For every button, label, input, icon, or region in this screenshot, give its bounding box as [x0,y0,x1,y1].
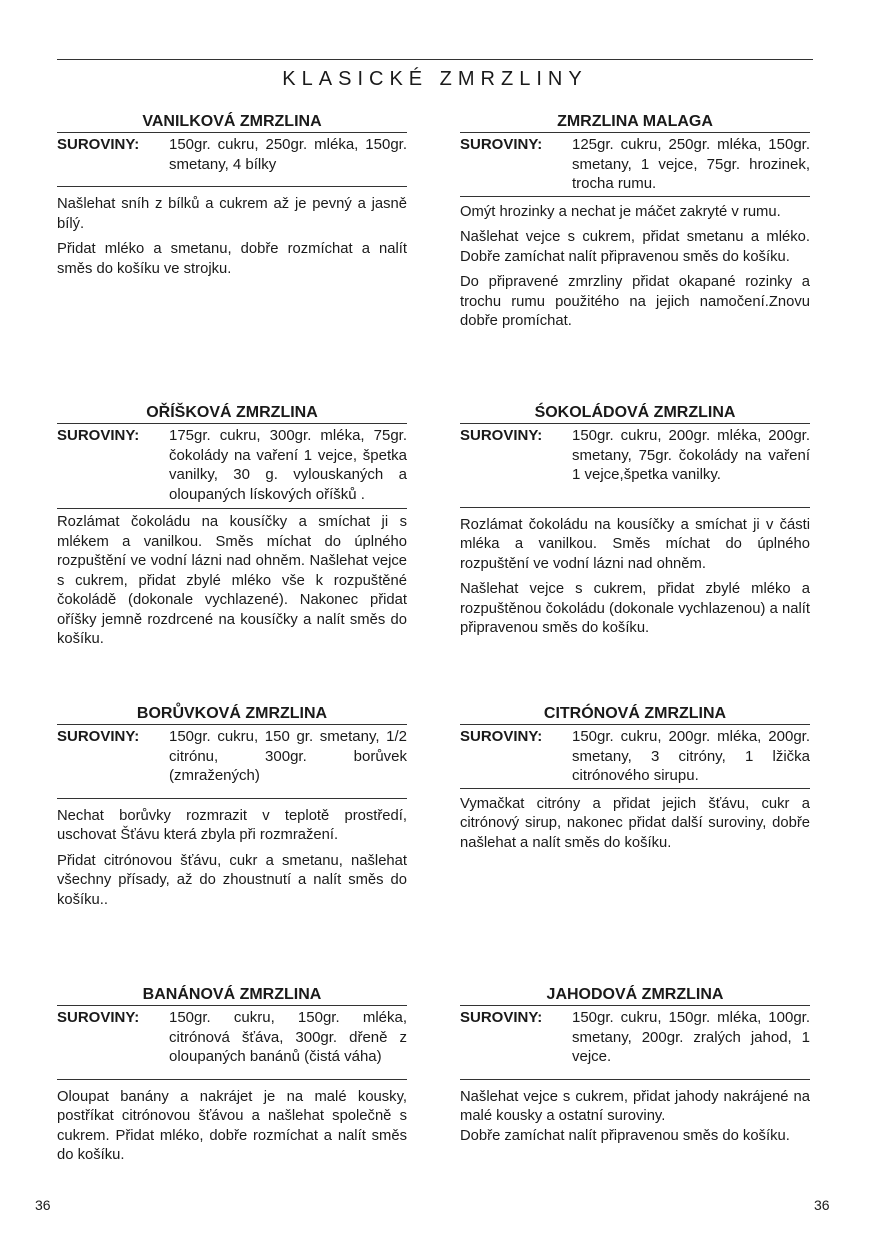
page-number-left: 36 [35,1197,51,1213]
recipe-title: OŘÍŠKOVÁ ZMRZLINA [146,404,318,421]
page-title: KLASICKÉ ZMRZLINY [282,68,588,90]
ingredients [460,727,810,786]
ingredients-text: 150gr. cukru, 200gr. mléka, 200gr. smetany, 75gr. čokolády na vaření 1 vejce,špetka vanilky. [572,427,810,483]
recipe-title: ŚOKOLÁDOVÁ ZMRZLINA [534,404,736,421]
ingredients-rule [57,1079,407,1080]
recipe-citronova [460,704,810,859]
recipe-steps [57,1088,407,1166]
recipe-steps [57,513,407,650]
step: Našlehat vejce s cukrem, přidat zbylé mléko a rozpuštěnou čokoládu (dokonale vychlazenou) a nalít připravenou směs do košíku. [460,581,810,636]
step: Rozlámat čokoládu na kousíčky a smíchat ji v části mléka a vanilkou. Směs míchat do úplného rozpuštění ve vodní lázni nad ohněm. [460,516,810,572]
step: Našlehat vejce s cukrem, přidat jahody nakrájené na malé kousky a ostatní suroviny. [460,1088,810,1124]
recipe-title: ZMRZLINA MALAGA [557,113,713,130]
ingredients-rule [460,1079,810,1080]
recipe-bananova [57,985,407,1172]
ingredients-text: 175gr. cukru, 300gr. mléka, 75gr. čokolády na vaření 1 vejce, špetka vanilky, 30 g. vylouskaných a oloupaných lískových oříšků . [169,427,407,503]
recipe-title: BORŮVKOVÁ ZMRZLINA [136,705,328,722]
ingredients-label: SUROVINY: [57,427,140,444]
ingredients-rule [460,196,810,197]
ingredients [57,1008,407,1067]
ingredients-rule [460,507,810,508]
recipe-title-rule [460,423,810,424]
ingredients-text: 150gr. cukru, 200gr. mléka, 200gr. smetany, 3 citróny, 1 lžička citrónového sirupu. [572,728,810,784]
ingredients-label: SUROVINY: [460,728,543,745]
recipe-steps [57,195,407,279]
recipe-oriskova [57,403,407,656]
recipe-steps [460,516,810,639]
recipe-title-rule [460,1005,810,1006]
ingredients-text: 150gr. cukru, 150gr. mléka, 100gr. smetany, 200gr. zralých jahod, 1 vejce. [572,1009,810,1065]
ingredients-label: SUROVINY: [57,728,140,745]
step: Našlehat sníh z bílků a cukrem až je pevný a jasně bílý. [57,196,407,232]
step: Dobře zamíchat nalít připravenou směs do košíku. [460,1127,790,1144]
step: Rozlámat čokoládu na kousíčky a smíchat ji s mlékem a vanilkou. Směs míchat do úplného rozpuštění ve vodní lázni nad ohněm. Našlehat vejce s cukrem, přidat zbylé mléko vše k rozpuštěné čokoládě (dokonale vychlazené). Nakonec přidat oříšky jemně rozdrcené na kousíčky a nalít směs do košíku. [57,514,407,647]
recipe-title-rule [460,132,810,133]
recipe-title: JAHODOVÁ ZMRZLINA [546,986,724,1003]
ingredients [460,1008,810,1067]
ingredients [460,426,810,485]
step: Oloupat banány a nakrájet je na malé kousky, postříkat citrónovou šťávou a našlehat společně s cukrem. Přidat mléko, dobře rozmíchat a nalít směs do košíku. [57,1088,407,1163]
ingredients-text: 150gr. cukru, 250gr. mléka, 150gr. smetany, 4 bílky [169,136,407,173]
recipe-title-rule [57,724,407,725]
recipe-title-rule [57,132,407,133]
recipe-steps [460,1088,810,1147]
recipe-title-rule [460,724,810,725]
recipe-title-rule [57,1005,407,1006]
step: Omýt hrozinky a nechat je máčet zakryté v rumu. [460,203,781,220]
recipe-title: CITRÓNOVÁ ZMRZLINA [543,705,727,722]
recipe-title: VANILKOVÁ ZMRZLINA [142,113,322,130]
recipe-steps [460,203,810,332]
ingredients-rule [57,508,407,509]
header-rule [57,59,813,60]
step: Přidat citrónovou šťávu, cukr a smetanu, našlehat všechny přísady, až do zhoustnutí a nalít směs do košíku.. [57,852,407,908]
recipe-cokoladova [460,403,810,645]
ingredients-rule [57,798,407,799]
ingredients-label: SUROVINY: [57,136,140,153]
step: Do připravené zmrzliny přidat okapané rozinky a trochu rumu použitého na jejich namočení.Znovu dobře promíchat. [460,274,810,329]
recipe-vanilkova [57,112,407,285]
recipe-title: BANÁNOVÁ ZMRZLINA [142,986,322,1003]
recipe-title-rule [57,423,407,424]
step: Našlehat vejce s cukrem, přidat smetanu a mléko. Dobře zamíchat nalít připravenou směs do košíku. [460,229,810,265]
ingredients-text: 150gr. cukru, 150 gr. smetany, 1/2 citrónu, 300gr. borůvek (zmražených) [169,728,407,784]
recipe-steps [460,795,810,854]
step: Nechat borůvky rozmrazit v teplotě prostředí, uschovat Šťávu která zbyla při rozmražení. [57,807,407,843]
ingredients [57,135,407,174]
ingredients-label: SUROVINY: [460,427,543,444]
ingredients-label: SUROVINY: [460,1009,543,1026]
ingredients-rule [57,186,407,187]
ingredients-text: 150gr. cukru, 150gr. mléka, citrónová šťáva, 300gr. dřeně z oloupaných banánů (čistá váha) [169,1009,407,1065]
ingredients-label: SUROVINY: [57,1009,140,1026]
ingredients-text: 125gr. cukru, 250gr. mléka, 150gr. smetany, 1 vejce, 75gr. hrozinek, trocha rumu. [572,136,810,192]
ingredients-rule [460,788,810,789]
ingredients [57,727,407,786]
page-number-right: 36 [814,1197,830,1213]
ingredients [460,135,810,194]
step: Přidat mléko a smetanu, dobře rozmíchat a nalít směs do košíku ve strojku. [57,241,407,277]
recipe-steps [57,807,407,911]
recipe-boruvkova [57,704,407,916]
step: Vymačkat citróny a přidat jejich šťávu, cukr a citrónový sirup, nakonec přidat další suroviny, dobře našlehat a nalít směs do košíku. [460,795,810,851]
ingredients [57,426,407,504]
ingredients-label: SUROVINY: [460,136,543,153]
recipe-malaga [460,112,810,338]
recipe-jahodova [460,985,810,1152]
